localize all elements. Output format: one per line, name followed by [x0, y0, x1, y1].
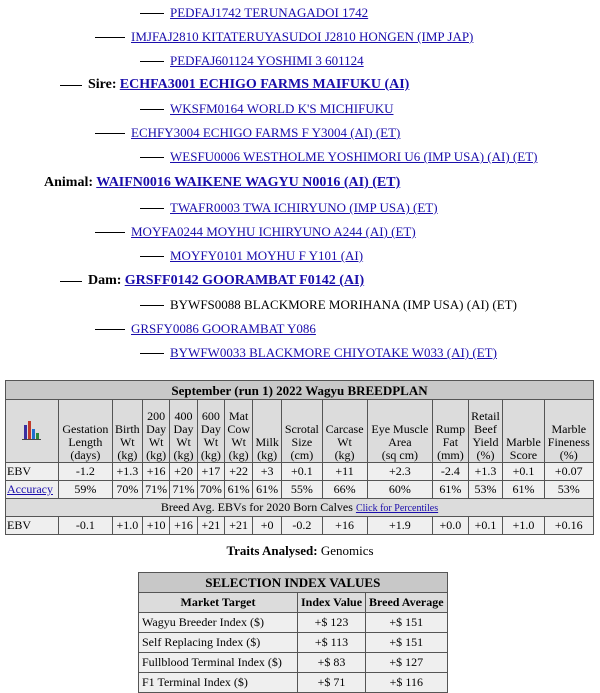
ebv-column-header-line: Mat — [229, 409, 249, 423]
accuracy-value: 55% — [282, 481, 323, 499]
accuracy-value: 70% — [112, 481, 142, 499]
tree-connector — [140, 61, 164, 62]
ebv-column-header-line: Wt — [337, 435, 352, 449]
ebv-value: +1.3 — [468, 463, 503, 481]
accuracy-value: 61% — [225, 481, 253, 499]
tree-connector — [95, 37, 125, 38]
pedigree-row — [95, 223, 416, 241]
ebv-column-header-line: (%) — [559, 448, 578, 462]
ebv-column-header-line: Milk — [255, 435, 279, 449]
pedigree-row — [140, 4, 368, 22]
ebv-column-header-line: Fat — [442, 435, 459, 449]
breed-ebv-value: +21 — [225, 517, 253, 535]
tree-connector — [140, 109, 164, 110]
breed-ebv-value: +1.9 — [367, 517, 433, 535]
ebv-column-header — [59, 400, 113, 463]
ebv-column-header-line: (kg) — [257, 448, 278, 462]
sire-row — [60, 76, 409, 94]
traits-value: Genomics — [320, 543, 374, 558]
ebv-value: +16 — [142, 463, 169, 481]
ebv-value: +0.1 — [503, 463, 544, 481]
selection-index-title: SELECTION INDEX VALUES — [139, 573, 448, 593]
ebv-column-header — [253, 400, 282, 463]
index-name: F1 Terminal Index ($) — [139, 673, 298, 693]
ebv-column-header-line: (kg) — [334, 448, 355, 462]
breed-ebv-value: +21 — [197, 517, 224, 535]
ebv-value: -2.4 — [433, 463, 468, 481]
ebv-column-header — [112, 400, 142, 463]
sire-link[interactable]: ECHFA3001 ECHIGO FARMS MAIFUKU (AI) — [119, 77, 410, 92]
ebv-column-header-line: Carcase — [325, 422, 364, 436]
pedigree-link[interactable]: WESFU0006 WESTHOLME YOSHIMORI U6 (IMP USA) (AI) (ET) — [170, 149, 538, 164]
index-row — [139, 653, 448, 673]
ebv-column-header-line: Rump — [435, 422, 466, 436]
tree-connector — [140, 256, 164, 257]
ebv-column-header-line: 600 — [201, 409, 220, 423]
tree-connector — [95, 133, 125, 134]
ebv-column-header-line: Score — [509, 448, 538, 462]
accuracy-value: 66% — [322, 481, 367, 499]
ebv-column-header-line: (kg) — [228, 448, 249, 462]
ebv-value: +17 — [197, 463, 224, 481]
ebv-value: +0.07 — [544, 463, 593, 481]
pedigree-row — [140, 148, 537, 166]
ebv-column-header-line: Birth — [114, 422, 140, 436]
tree-connector — [95, 232, 125, 233]
ebv-column-header-line: Wt — [119, 435, 135, 449]
accuracy-row — [6, 481, 594, 499]
tree-connector — [140, 305, 164, 306]
ebv-column-header-line: (kg) — [146, 448, 167, 462]
index-breed-avg: +$ 151 — [366, 633, 448, 653]
accuracy-link[interactable]: Accuracy — [7, 482, 53, 496]
ebv-column-header — [170, 400, 197, 463]
breed-avg-caption — [6, 499, 594, 517]
chart-icon-cell[interactable] — [6, 400, 59, 463]
ebv-column-header-line: Yield — [472, 435, 499, 449]
ebv-column-header-line: Eye Muscle — [371, 422, 429, 436]
accuracy-value: 53% — [544, 481, 593, 499]
ebv-value: -1.2 — [59, 463, 113, 481]
index-value: +$ 71 — [298, 673, 366, 693]
pedigree-link[interactable]: PEDFAJ1742 TERUNAGADOI 1742 — [170, 5, 369, 20]
breed-ebv-value: +1.0 — [112, 517, 142, 535]
ebv-column-header-line: Marble — [506, 435, 541, 449]
index-name: Self Replacing Index ($) — [139, 633, 298, 653]
breed-ebv-value: +16 — [170, 517, 197, 535]
ebv-row-label: EBV — [6, 463, 59, 481]
traits-label: Traits Analysed: — [226, 543, 318, 558]
traits-analysed — [0, 543, 600, 559]
ebv-column-header-line: Gestation — [62, 422, 109, 436]
index-breed-avg: +$ 116 — [366, 673, 448, 693]
ebv-column-header — [322, 400, 367, 463]
ebv-row — [6, 463, 594, 481]
ebv-value: +0.1 — [282, 463, 323, 481]
ebv-column-header-line: (sq cm) — [381, 448, 419, 462]
accuracy-value: 70% — [197, 481, 224, 499]
ebv-column-header-line: (cm) — [290, 448, 314, 462]
ebv-column-header-line: Wt — [148, 435, 164, 449]
percentiles-link[interactable]: Click for Percentiles — [355, 502, 439, 514]
accuracy-link-cell[interactable] — [6, 481, 59, 499]
ebv-column-header-line: Day — [146, 422, 167, 436]
ebv-column-header-line: Wt — [203, 435, 219, 449]
accuracy-value: 59% — [59, 481, 113, 499]
ebv-column-header — [468, 400, 503, 463]
tree-connector — [140, 353, 164, 354]
index-value: +$ 83 — [298, 653, 366, 673]
breed-ebv-value: +0.1 — [468, 517, 503, 535]
ebv-column-header — [142, 400, 169, 463]
index-row — [139, 633, 448, 653]
ebv-value: +2.3 — [367, 463, 433, 481]
ebv-table — [5, 380, 594, 535]
ebv-column-header-line: Day — [200, 422, 221, 436]
sire-label: Sire: — [88, 77, 117, 92]
accuracy-value: 61% — [253, 481, 282, 499]
breed-ebv-value: +16 — [322, 517, 367, 535]
ebv-column-header-line: 200 — [147, 409, 166, 423]
index-value: +$ 123 — [298, 613, 366, 633]
pedigree-row — [140, 296, 517, 314]
ebv-value: +11 — [322, 463, 367, 481]
ebv-column-header-line: (kg) — [200, 448, 221, 462]
ebv-column-header — [503, 400, 544, 463]
animal-label: Animal: — [44, 175, 93, 190]
index-row — [139, 673, 448, 693]
ebv-column-header-line: Marble — [551, 422, 587, 436]
accuracy-value: 61% — [503, 481, 544, 499]
pedigree-link[interactable]: MOYFY0101 MOYHU F Y101 (AI) — [170, 248, 364, 263]
pedigree-link[interactable]: ECHFY3004 ECHIGO FARMS F Y3004 (AI) (ET) — [131, 125, 401, 140]
breed-ebv-value: -0.1 — [59, 517, 113, 535]
breed-ebv-value: -0.2 — [282, 517, 323, 535]
pedigree-link[interactable]: PEDFAJ601124 YOSHIMI 3 601124 — [170, 53, 364, 68]
ebv-column-header-line: Length — [68, 435, 103, 449]
ebv-column-header — [197, 400, 224, 463]
ebv-value: +1.3 — [112, 463, 142, 481]
dam-row — [60, 272, 364, 290]
pedigree-link[interactable]: MOYFA0244 MOYHU ICHIRYUNO A244 (AI) (ET) — [131, 224, 416, 239]
breed-ebv-value: +0.0 — [433, 517, 468, 535]
accuracy-value: 71% — [142, 481, 169, 499]
index-row — [139, 613, 448, 633]
breed-row-label: EBV — [6, 517, 59, 535]
tree-connector — [140, 13, 164, 14]
tree-connector — [60, 85, 82, 86]
pedigree-row — [140, 100, 393, 118]
tree-connector — [60, 281, 82, 282]
pedigree-link[interactable]: BYWFW0033 BLACKMORE CHIYOTAKE W033 (AI) (ET) — [170, 345, 497, 360]
ebv-column-header-line: Retail — [471, 409, 500, 423]
pedigree-row — [95, 28, 473, 46]
ebv-column-header — [282, 400, 323, 463]
market-target-header: Market Target — [139, 593, 298, 613]
index-value-header: Index Value — [298, 593, 366, 613]
ebv-column-header-line: (%) — [476, 448, 495, 462]
pedigree-row — [140, 52, 364, 70]
ebv-column-header-line: Size — [291, 435, 313, 449]
ebv-column-header-line: (kg) — [173, 448, 194, 462]
pedigree-link[interactable]: GRSFY0086 GOORAMBAT Y086 — [131, 321, 316, 336]
accuracy-value: 60% — [367, 481, 433, 499]
ebv-column-header-line: (mm) — [437, 448, 464, 462]
dam-link[interactable]: GRSFF0142 GOORAMBAT F0142 (AI) — [124, 273, 365, 288]
ebv-column-header-line: Wt — [176, 435, 191, 449]
pedigree-link[interactable]: WKSFM0164 WORLD K'S MICHIFUKU — [170, 101, 394, 116]
breed-ebv-row — [6, 517, 594, 535]
breed-avg-row — [6, 499, 594, 517]
ebv-column-header — [225, 400, 253, 463]
breed-ebv-value: +10 — [142, 517, 169, 535]
index-breed-avg: +$ 151 — [366, 613, 448, 633]
pedigree-row — [140, 199, 438, 217]
tree-connector — [140, 157, 164, 158]
breed-ebv-value: +0 — [253, 517, 282, 535]
ebv-value: +20 — [170, 463, 197, 481]
ebv-column-header — [544, 400, 593, 463]
pedigree-row — [95, 124, 400, 142]
ebv-column-header-line: Day — [173, 422, 194, 436]
dam-label: Dam: — [88, 273, 122, 288]
ebv-value: +22 — [225, 463, 253, 481]
index-name: Fullblood Terminal Index ($) — [139, 653, 298, 673]
selection-index-headers — [139, 593, 448, 613]
selection-index-table — [138, 572, 448, 693]
ebv-column-header-line: Cow — [227, 422, 250, 436]
ebv-table-title: September (run 1) 2022 Wagyu BREEDPLAN — [6, 381, 594, 400]
pedigree-row — [140, 344, 497, 362]
index-value: +$ 113 — [298, 633, 366, 653]
breed-avg-text: Breed Avg. EBVs for 2020 Born Calves — [160, 499, 353, 514]
pedigree-text: BYWFS0088 BLACKMORE MORIHANA (IMP USA) (AI) (ET) — [170, 297, 517, 312]
breed-ebv-value: +0.16 — [544, 517, 593, 535]
index-name: Wagyu Breeder Index ($) — [139, 613, 298, 633]
pedigree-link[interactable]: TWAFR0003 TWA ICHIRYUNO (IMP USA) (ET) — [170, 200, 438, 215]
ebv-column-header — [433, 400, 468, 463]
ebv-column-header-line: (kg) — [117, 448, 138, 462]
tree-connector — [140, 208, 164, 209]
ebv-column-header-line: Scrotal — [284, 422, 319, 436]
bar-chart-icon[interactable] — [21, 419, 43, 441]
ebv-column-header-line: 400 — [174, 409, 193, 423]
accuracy-value: 71% — [170, 481, 197, 499]
accuracy-value: 53% — [468, 481, 503, 499]
pedigree-link[interactable]: IMJFAJ2810 KITATERUYASUDOI J2810 HONGEN (IMP JAP) — [131, 29, 474, 44]
ebv-value: +3 — [253, 463, 282, 481]
ebv-column-headers — [6, 400, 594, 463]
ebv-column-header-line: Beef — [474, 422, 497, 436]
accuracy-value: 61% — [433, 481, 468, 499]
breed-average-header: Breed Average — [366, 593, 448, 613]
index-breed-avg: +$ 127 — [366, 653, 448, 673]
breed-ebv-value: +1.0 — [503, 517, 544, 535]
ebv-column-header-line: (days) — [70, 448, 101, 462]
tree-connector — [95, 329, 125, 330]
pedigree-row — [140, 247, 363, 265]
ebv-column-header-line: Area — [388, 435, 412, 449]
animal-link[interactable]: WAIFN0016 WAIKENE WAGYU N0016 (AI) (ET) — [96, 175, 401, 190]
animal-row — [44, 174, 400, 192]
ebv-column-header — [367, 400, 433, 463]
ebv-column-header-line: Wt — [231, 435, 246, 449]
pedigree-row — [95, 320, 316, 338]
ebv-column-header-line: Fineness — [547, 435, 590, 449]
